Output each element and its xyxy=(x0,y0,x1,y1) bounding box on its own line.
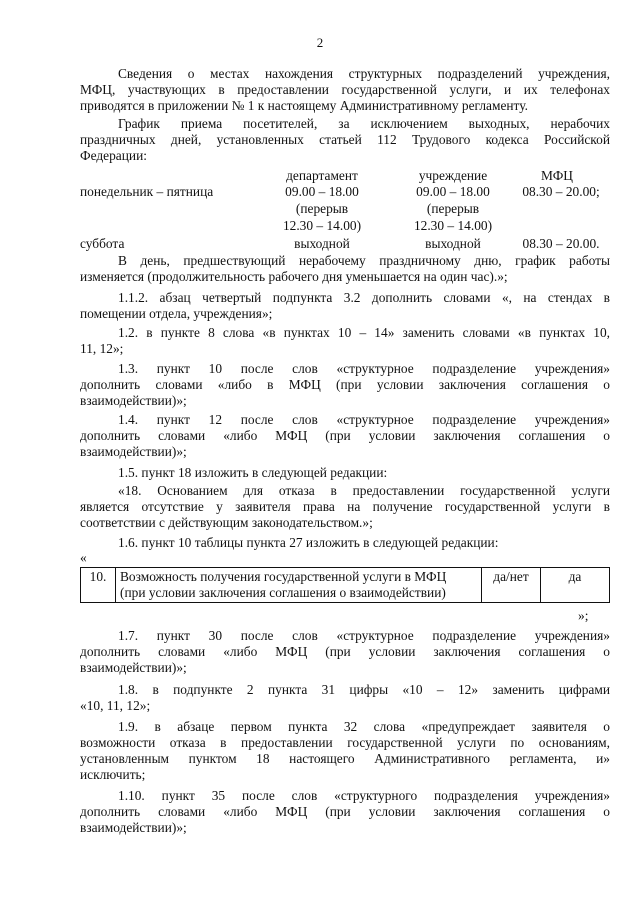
department-weekday-hours: 09.00 – 18.00 xyxy=(285,184,359,199)
item-1-9-line: установленным пунктом 18 настоящего Административного регламента, и» xyxy=(80,751,610,766)
row-options: да/нет xyxy=(482,568,541,603)
row-text-cell xyxy=(116,568,482,603)
row-number: 10. xyxy=(81,568,116,603)
replacement-table xyxy=(80,567,610,603)
item-1-3-line: дополнить словами «либо в МФЦ (при условии заключения соглашения о xyxy=(80,377,610,392)
item-1-9-line: исключить; xyxy=(80,767,146,782)
item-1-4-line: 1.4. пункт 12 после слов «структурное подразделение учреждения» xyxy=(118,412,610,427)
intro-line: Сведения о местах нахождения структурных подразделений учреждения, xyxy=(118,66,610,81)
item-1-7-line: взаимодействии)»; xyxy=(80,660,187,675)
holiday-line: изменяется (продолжительность рабочего дня уменьшается на один час).»; xyxy=(80,269,508,284)
department-break: (перерыв xyxy=(295,201,349,216)
schedule-header-institution: учреждение xyxy=(418,168,488,183)
point-18-line: является отсутствие у заявителя права на получение государственной услуги в xyxy=(80,499,610,514)
item-1-4-line: взаимодействии)»; xyxy=(80,444,187,459)
item-1-3-line: 1.3. пункт 10 после слов «структурное подразделение учреждения» xyxy=(118,361,610,376)
quote-open: « xyxy=(80,550,87,565)
item-1-9-line: 1.9. в абзаце первом пункта 32 слова «предупреждает заявителя о xyxy=(118,719,610,734)
item-1-4-line: дополнить словами «либо МФЦ (при условии заключения соглашения о xyxy=(80,428,610,443)
item-1-10-line: взаимодействии)»; xyxy=(80,820,187,835)
mfc-weekday-hours: 08.30 – 20.00; xyxy=(522,184,600,199)
institution-weekday-hours: 09.00 – 18.00 xyxy=(416,184,490,199)
item-1-1-2-line: помещении отдела, учреждения»; xyxy=(80,306,273,321)
mfc-saturday: 08.30 – 20.00. xyxy=(522,236,600,251)
department-saturday: выходной xyxy=(294,236,350,251)
schedule-header-mfc: МФЦ xyxy=(541,168,573,183)
item-1-8-line: 1.8. в подпункте 2 пункта 31 цифры «10 – 12» заменить цифрами xyxy=(118,682,610,697)
row-value: да xyxy=(541,568,610,603)
item-1-8-line: «10, 11, 12»; xyxy=(80,698,151,713)
institution-break: (перерыв xyxy=(426,201,480,216)
quote-close: »; xyxy=(578,608,589,623)
item-1-2-line: 1.2. в пункте 8 слова «в пунктах 10 – 14» заменить словами «в пунктах 10, xyxy=(118,325,610,340)
department-break-hours: 12.30 – 14.00) xyxy=(282,218,362,233)
page-number: 2 xyxy=(316,35,324,50)
table-row xyxy=(81,568,610,603)
schedule-intro-line: праздничных дней, установленных статьей 112 Трудового кодекса Российской xyxy=(80,132,610,147)
item-1-5: 1.5. пункт 18 изложить в следующей редакции: xyxy=(118,465,388,480)
point-18-line: «18. Основанием для отказа в предоставлении государственной услуги xyxy=(118,483,610,498)
schedule-intro-line: График приема посетителей, за исключением выходных, нерабочих xyxy=(118,116,610,131)
item-1-10-line: 1.10. пункт 35 после слов «структурного подразделения учреждения» xyxy=(118,788,610,803)
row-text-line: Возможность получения государственной услуги в МФЦ xyxy=(120,569,447,584)
institution-break-hours: 12.30 – 14.00) xyxy=(413,218,493,233)
schedule-header-department: департамент xyxy=(286,168,358,183)
point-18-line: соответствии с действующим законодательством.»; xyxy=(80,515,373,530)
item-1-7-line: дополнить словами «либо МФЦ (при условии заключения соглашения о xyxy=(80,644,610,659)
schedule-intro-line: Федерации: xyxy=(80,148,147,163)
row-text-line: (при условии заключения соглашения о взаимодействии) xyxy=(120,585,446,600)
item-1-9-line: возможности отказа в предоставлении государственной услуги по основаниям, xyxy=(80,735,610,750)
intro-line: приводятся в приложении № 1 к настоящему Административному регламенту. xyxy=(80,98,528,113)
item-1-7-line: 1.7. пункт 30 после слов «структурное подразделение учреждения» xyxy=(118,628,610,643)
intro-line: МФЦ, участвующих в предоставлении государственной услуги, и их телефонах xyxy=(80,82,610,97)
item-1-10-line: дополнить словами «либо МФЦ (при условии заключения соглашения о xyxy=(80,804,610,819)
holiday-line: В день, предшествующий нерабочему праздничному дню, график работы xyxy=(118,253,610,268)
saturday-label: суббота xyxy=(80,236,125,251)
item-1-2-line: 11, 12»; xyxy=(80,341,124,356)
item-1-1-2-line: 1.1.2. абзац четвертый подпункта 3.2 дополнить словами «, на стендах в xyxy=(118,290,610,305)
item-1-6: 1.6. пункт 10 таблицы пункта 27 изложить в следующей редакции: xyxy=(118,535,499,550)
institution-saturday: выходной xyxy=(425,236,481,251)
weekdays-label: понедельник – пятница xyxy=(80,184,214,199)
item-1-3-line: взаимодействии)»; xyxy=(80,393,187,408)
